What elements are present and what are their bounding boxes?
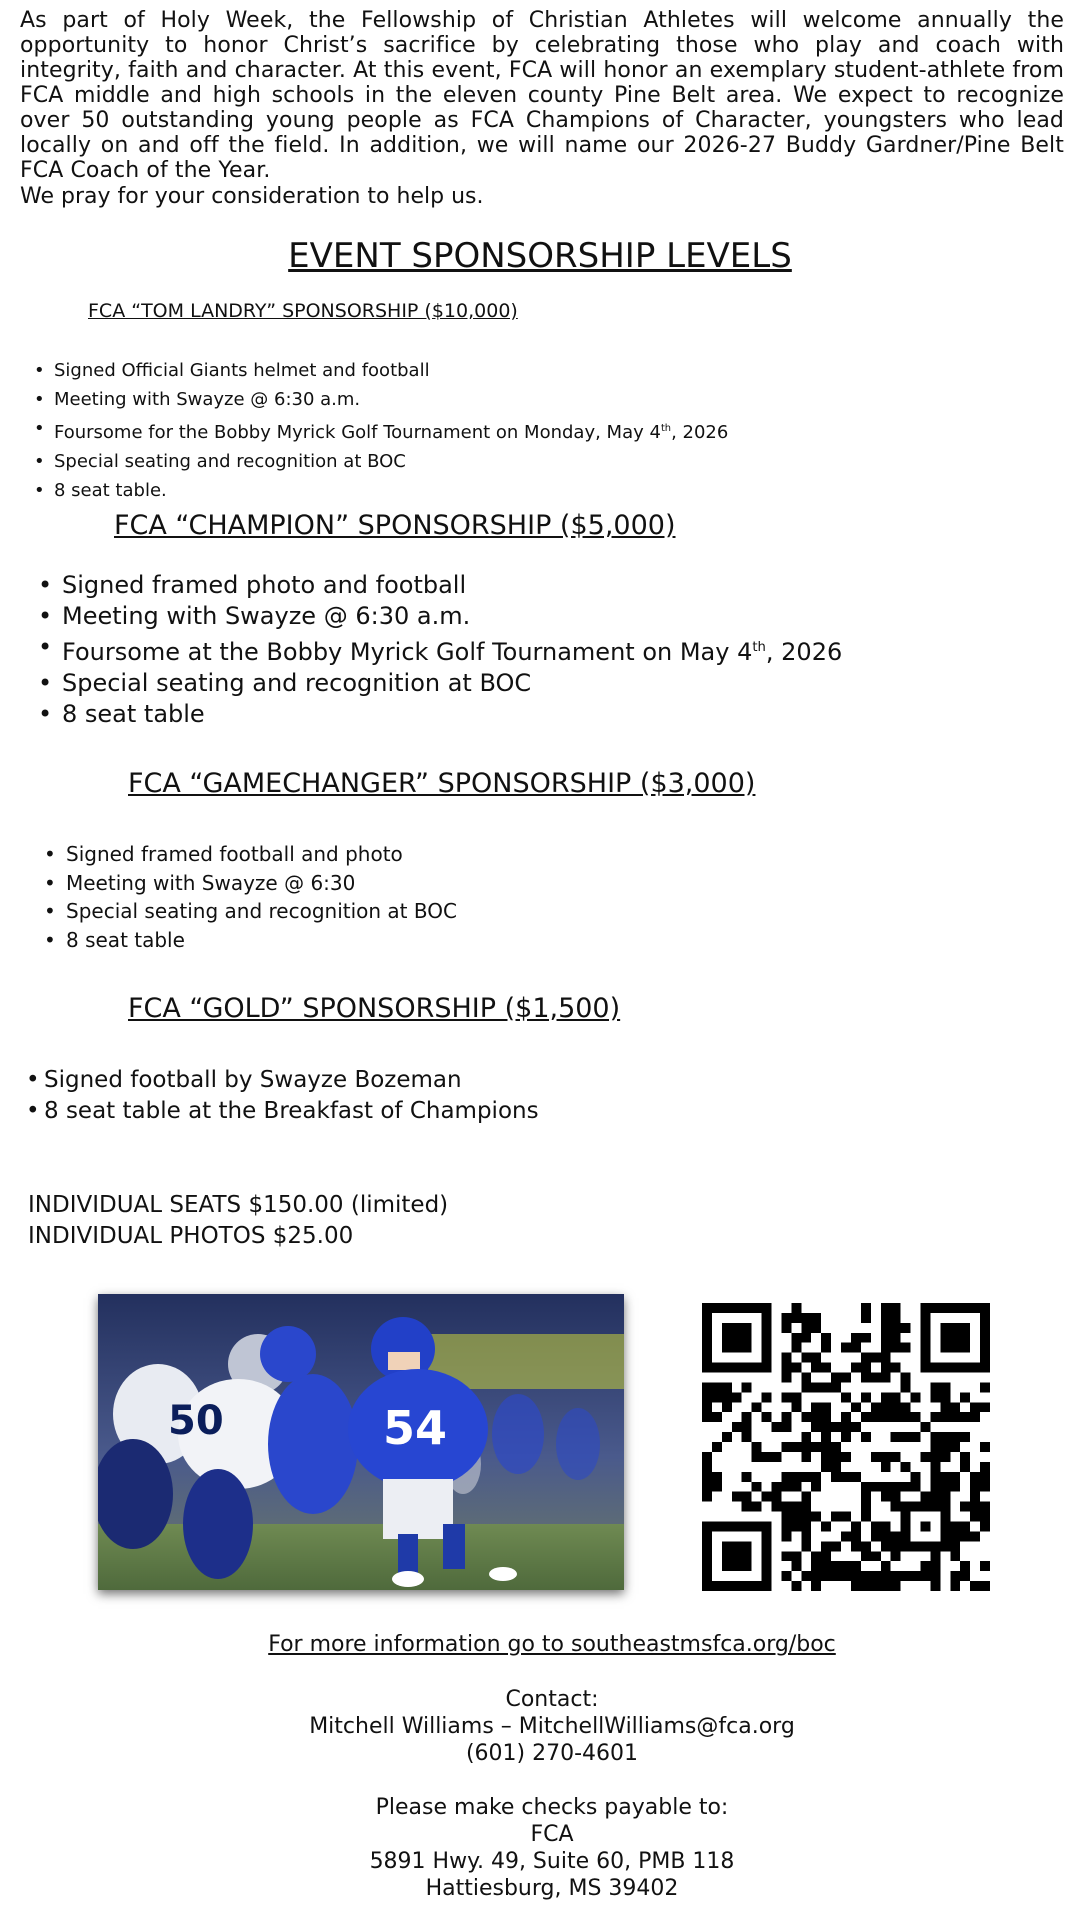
level-title-gamechanger: FCA “GAMECHANGER” SPONSORSHIP ($3,000): [128, 768, 756, 799]
level-title-gold: FCA “GOLD” SPONSORSHIP ($1,500): [128, 993, 621, 1024]
list-item: • 8 seat table: [66, 926, 457, 955]
list-item: • Special seating and recognition at BOC: [62, 668, 842, 699]
list-item: • Meeting with Swayze @ 6:30: [66, 869, 457, 898]
list-item: • Signed football by Swayze Bozeman: [44, 1065, 539, 1096]
list-item: • Meeting with Swayze @ 6:30 a.m.: [54, 385, 728, 414]
level-title-champion: FCA “CHAMPION” SPONSORSHIP ($5,000): [114, 510, 676, 541]
mailing-address-line2: Hattiesburg, MS 39402: [425, 1876, 679, 1901]
contact-name-email: Mitchell Williams – MitchellWilliams@fca.org: [309, 1714, 795, 1739]
intro-closing: We pray for your consideration to help us.: [20, 184, 484, 209]
list-item: • Meeting with Swayze @ 6:30 a.m.: [62, 601, 842, 632]
level-items-gamechanger: [66, 840, 457, 954]
jersey-number: 54: [383, 1401, 448, 1455]
svg-text:50: 50: [168, 1398, 224, 1444]
list-item: • 8 seat table at the Breakfast of Champions: [44, 1096, 539, 1127]
more-info-link[interactable]: For more information go to southeastmsfca.org/boc: [268, 1632, 836, 1657]
individual-pricing: [28, 1190, 448, 1252]
level-title-tom-landry: FCA “TOM LANDRY” SPONSORSHIP ($10,000): [88, 300, 518, 322]
individual-seats-price: INDIVIDUAL SEATS $150.00 (limited): [28, 1192, 449, 1218]
payment-info: [0, 1794, 1080, 1902]
individual-photos-price: INDIVIDUAL PHOTOS $25.00: [28, 1223, 354, 1249]
football-game-photo: [98, 1294, 624, 1590]
list-item: • Foursome for the Bobby Myrick Golf Tournament on Monday, May 4th, 2026: [54, 414, 728, 447]
list-item: • Signed Official Giants helmet and football: [54, 356, 728, 385]
checks-heading: Please make checks payable to:: [375, 1795, 729, 1820]
list-item: • Signed framed photo and football: [62, 570, 842, 601]
level-items-tom-landry: [54, 356, 728, 505]
list-item: • 8 seat table: [62, 699, 842, 730]
qr-code: [702, 1303, 990, 1591]
football-players-image: [98, 1294, 624, 1590]
contact-info: [0, 1686, 1080, 1767]
list-item: • 8 seat table.: [54, 476, 728, 505]
list-item: • Special seating and recognition at BOC: [66, 897, 457, 926]
checks-payee: FCA: [530, 1822, 574, 1847]
sponsorship-levels-title: EVENT SPONSORSHIP LEVELS: [288, 236, 792, 276]
mailing-address-line1: 5891 Hwy. 49, Suite 60, PMB 118: [369, 1849, 735, 1874]
contact-heading: Contact:: [505, 1687, 599, 1712]
list-item: • Special seating and recognition at BOC: [54, 447, 728, 476]
level-items-gold: [44, 1065, 539, 1127]
contact-phone: (601) 270-4601: [465, 1741, 639, 1766]
level-items-champion: [62, 570, 842, 730]
list-item: • Signed framed football and photo: [66, 840, 457, 869]
list-item: • Foursome at the Bobby Myrick Golf Tournament on May 4th, 2026: [62, 632, 842, 668]
intro-paragraph: As part of Holy Week, the Fellowship of Christian Athletes will welcome annually the opportunity to honor Christ’s sacrifice by celebrating those who play and coach with integrity, faith and character. At this event, FCA will honor an exemplary student-athlete from FCA middle and high schools in the eleven county Pine Belt area. We expect to recognize over 50 outstanding young people as FCA Champions of Character, youngsters who lead locally on and off the field. In addition, we will name our 2026-27 Buddy Gardner/Pine Belt FCA Coach of the Year.: [20, 8, 1064, 183]
